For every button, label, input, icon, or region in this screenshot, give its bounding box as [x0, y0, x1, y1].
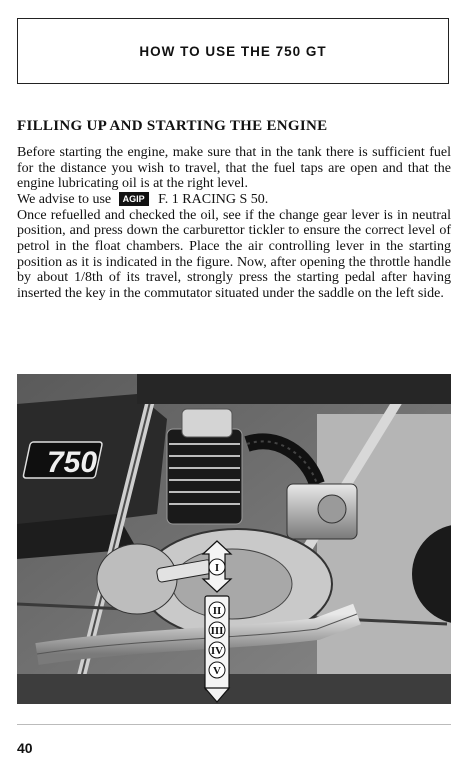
marker-v: V [213, 665, 221, 677]
tank-badge-text: 750 [47, 446, 98, 479]
paragraph-2-before: We advise to use [17, 192, 112, 207]
paragraph-2-after: F. 1 RACING S 50. [158, 192, 269, 207]
paragraph-3: Once refuelled and checked the oil, see if the change gear lever is in neutral position, and press down the carburettor tickler to ensure the correct level of petrol in the float chambers. Place the air controlling lever in the starting position as it is indicated in the figure. Now, after opening the throttle handle by about 1/8th of its travel, strongly press the starting pedal after having inserted the key in the commutator situated under the saddle on the left side. [17, 207, 451, 301]
header-box [17, 18, 449, 84]
page-title: HOW TO USE THE 750 GT [139, 43, 327, 59]
marker-ii: II [212, 605, 222, 617]
marker-i: I [214, 562, 220, 574]
marker-iv: IV [210, 645, 224, 657]
paragraph-1: Before starting the engine, make sure that in the tank there is sufficient fuel for the distance you wish to travel, that the fuel taps are open and that the engine lubricating oil is at the right level. [17, 145, 451, 192]
paragraph-2 [17, 192, 451, 208]
page-number: 40 [17, 740, 33, 756]
body-text [17, 145, 451, 301]
agip-logo: AGIP [119, 192, 149, 206]
footer-divider [17, 724, 451, 725]
section-heading: FILLING UP AND STARTING THE ENGINE [17, 118, 328, 134]
engine-photo [17, 374, 451, 704]
marker-iii: III [210, 625, 224, 637]
